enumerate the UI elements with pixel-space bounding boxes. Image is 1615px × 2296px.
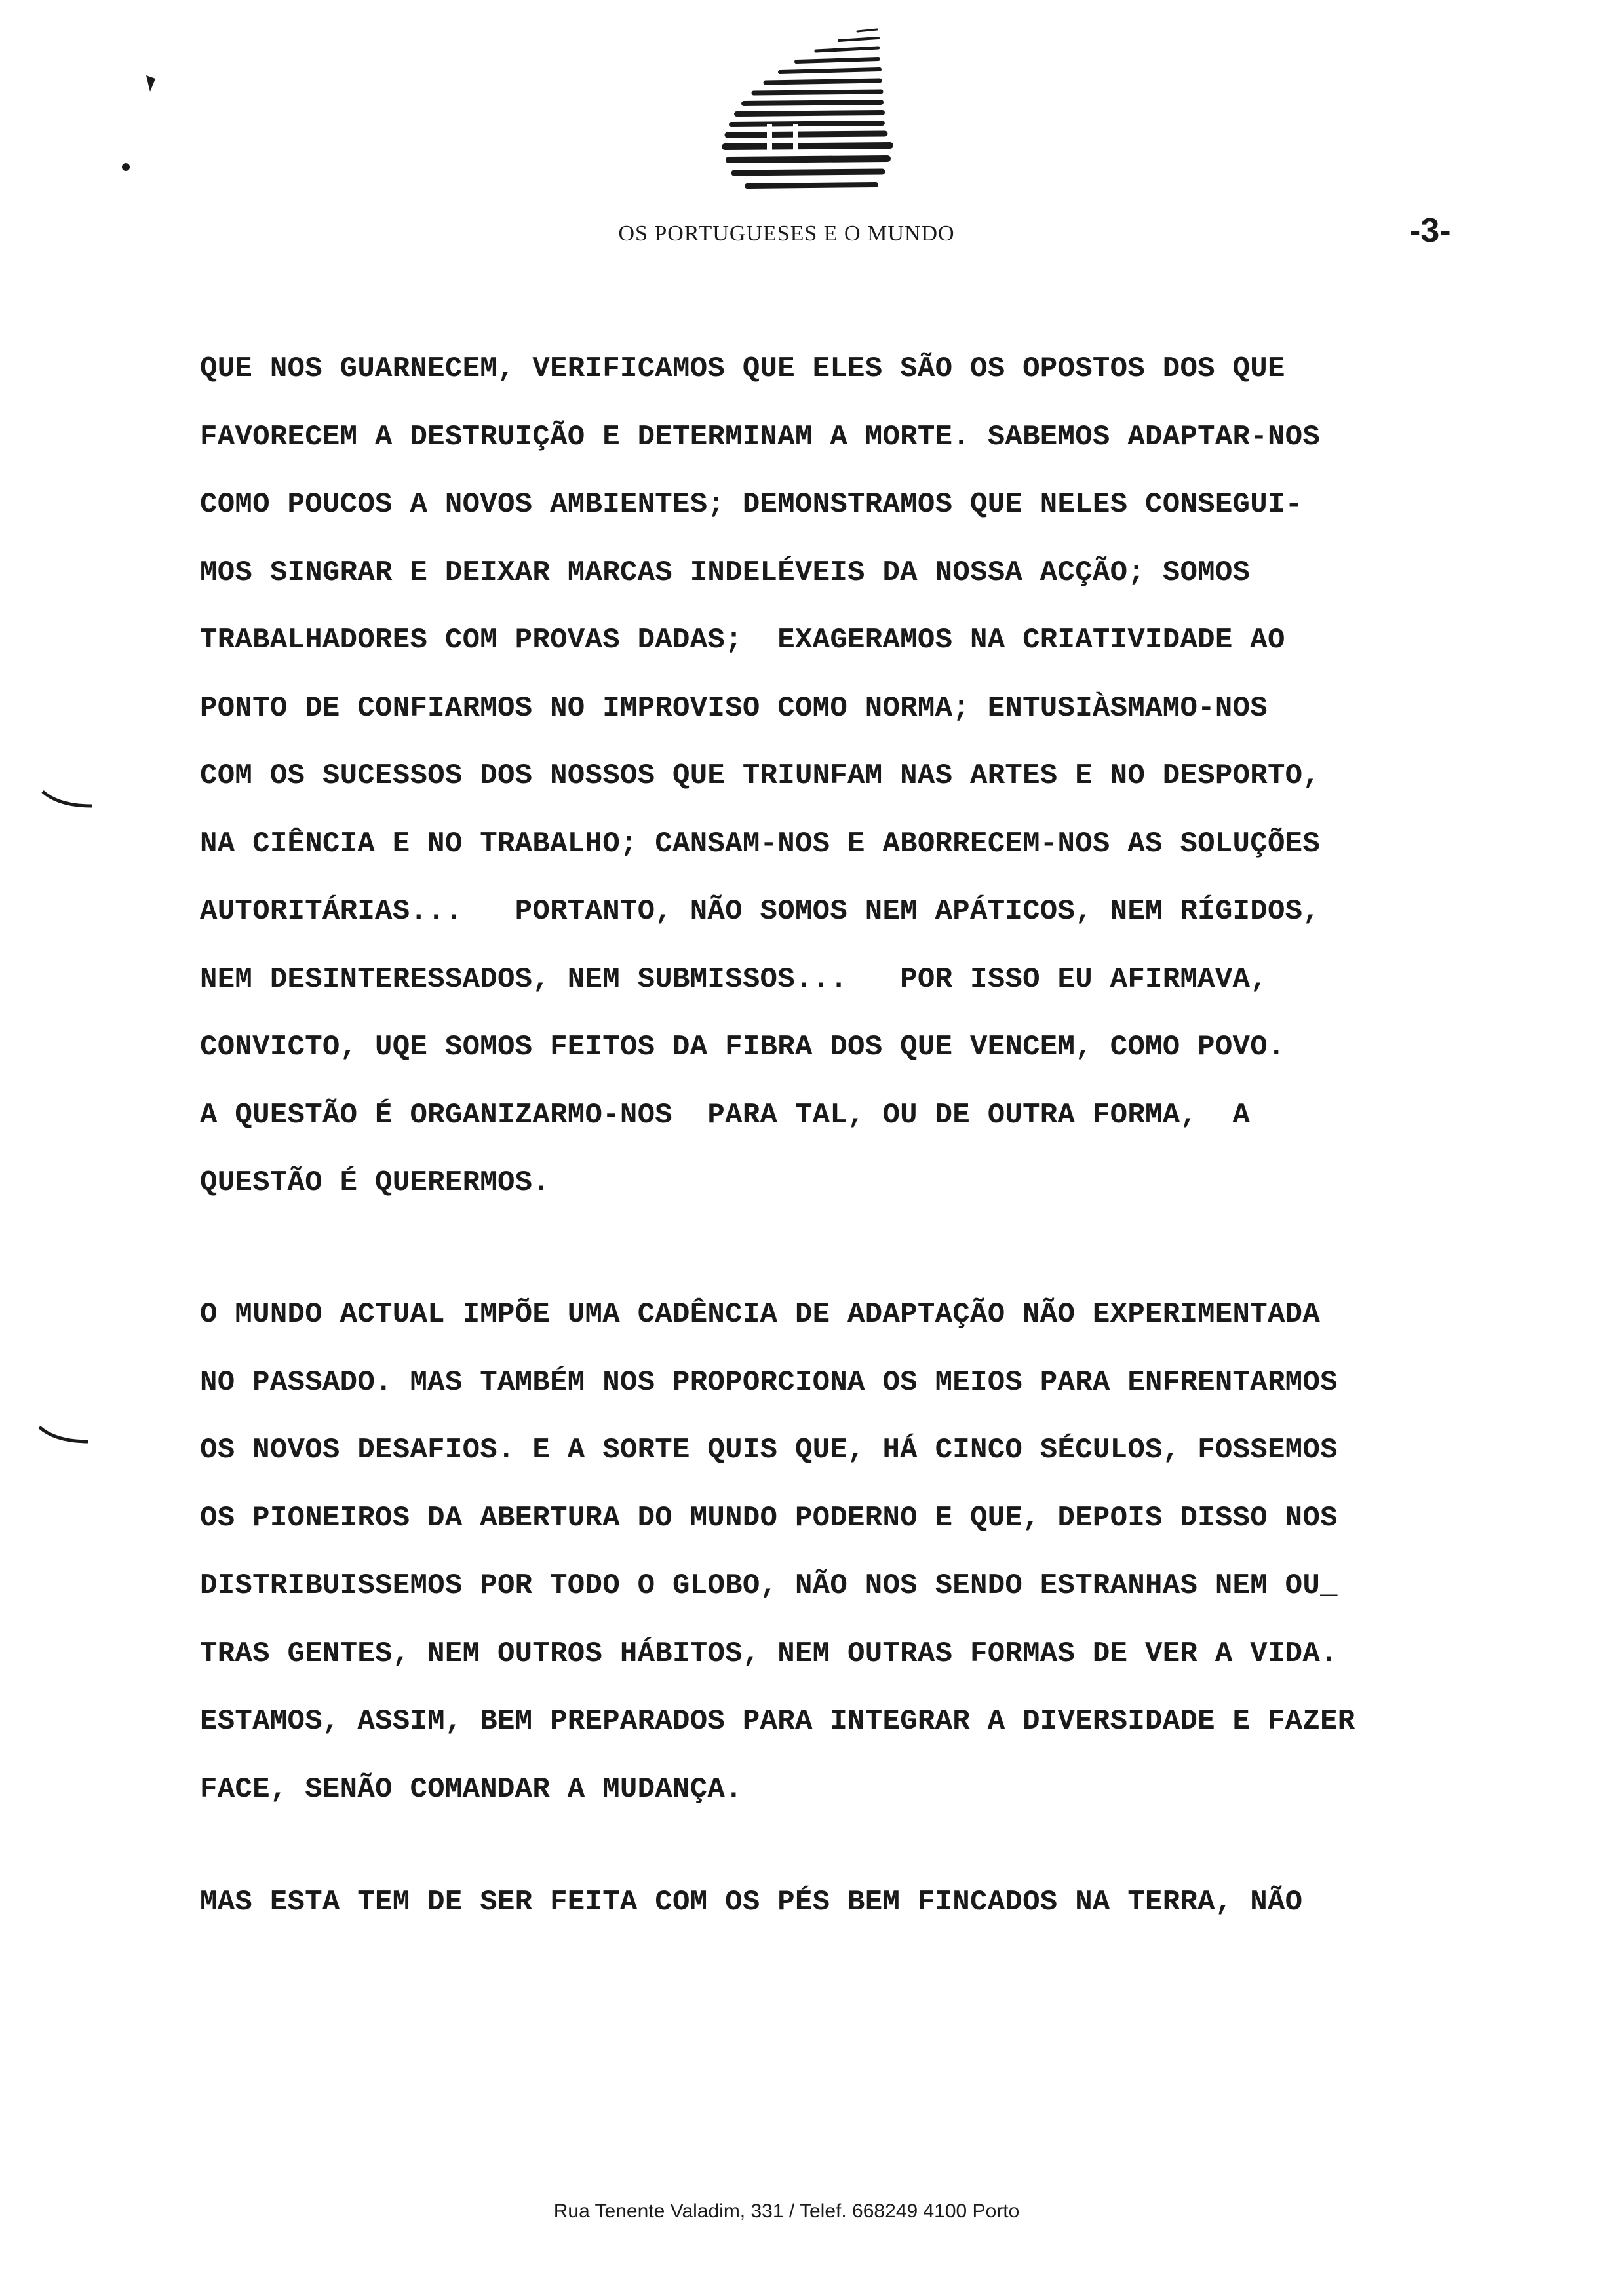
page-number: -3- bbox=[1409, 212, 1451, 250]
text-line: NO PASSADO. MAS TAMBÉM NOS PROPORCIONA OS MEIOS PARA ENFRENTARMOS bbox=[200, 1366, 1338, 1399]
text-line: MAS ESTA TEM DE SER FEITA COM OS PÉS BEM FINCADOS NA TERRA, NÃO bbox=[200, 1886, 1303, 1919]
text-line: AUTORITÁRIAS... PORTANTO, NÃO SOMOS NEM APÁTICOS, NEM RÍGIDOS, bbox=[200, 895, 1321, 928]
scan-mark-icon bbox=[119, 161, 132, 174]
text-line: OS PIONEIROS DA ABERTURA DO MUNDO PODERNO E QUE, DEPOIS DISSO NOS bbox=[200, 1501, 1338, 1535]
text-line: NEM DESINTERESSADOS, NEM SUBMISSOS... POR ISSO EU AFIRMAVA, bbox=[200, 963, 1268, 996]
text-line: TRABALHADORES COM PROVAS DADAS; EXAGERAMOS NA CRIATIVIDADE AO bbox=[200, 624, 1285, 657]
text-line: PONTO DE CONFIARMOS NO IMPROVISO COMO NORMA; ENTUSIÀSMAMO-NOS bbox=[200, 691, 1268, 725]
text-line: DISTRIBUISSEMOS POR TODO O GLOBO, NÃO NOS SENDO ESTRANHAS NEM OU_ bbox=[200, 1569, 1338, 1602]
text-line: FAVORECEM A DESTRUIÇÃO E DETERMINAM A MORTE. SABEMOS ADAPTAR-NOS bbox=[200, 420, 1321, 453]
organization-name: OS PORTUGUESES E O MUNDO bbox=[618, 221, 955, 246]
text-line: COM OS SUCESSOS DOS NOSSOS QUE TRIUNFAM NAS ARTES E NO DESPORTO, bbox=[200, 759, 1321, 792]
paragraph-3 bbox=[200, 1869, 1302, 1937]
text-line: QUESTÃO É QUERERMOS. bbox=[200, 1166, 551, 1199]
text-line: ESTAMOS, ASSIM, BEM PREPARADOS PARA INTEGRAR A DIVERSIDADE E FAZER bbox=[200, 1705, 1355, 1738]
text-line: O MUNDO ACTUAL IMPÕE UMA CADÊNCIA DE ADAPTAÇÃO NÃO EXPERIMENTADA bbox=[200, 1298, 1321, 1331]
paragraph-1 bbox=[200, 335, 1320, 1217]
text-line: MOS SINGRAR E DEIXAR MARCAS INDELÉVEIS DA NOSSA ACÇÃO; SOMOS bbox=[200, 556, 1251, 589]
text-line: CONVICTO, UQE SOMOS FEITOS DA FIBRA DOS QUE VENCEM, COMO POVO. bbox=[200, 1031, 1285, 1063]
text-line: FACE, SENÃO COMANDAR A MUDANÇA. bbox=[200, 1772, 743, 1806]
ship-logo-icon bbox=[682, 26, 924, 203]
footer-address: Rua Tenente Valadim, 331 / Telef. 668249 4100 Porto bbox=[553, 2200, 1020, 2222]
text-line: A QUESTÃO É ORGANIZARMO-NOS PARA TAL, OU DE OUTRA FORMA, A bbox=[200, 1098, 1251, 1132]
scan-mark-icon bbox=[36, 1422, 95, 1448]
scan-mark-icon bbox=[39, 786, 98, 813]
paragraph-2 bbox=[200, 1281, 1355, 1824]
text-line: QUE NOS GUARNECEM, VERIFICAMOS QUE ELES SÃO OS OPOSTOS DOS QUE bbox=[200, 353, 1285, 385]
scan-mark-icon bbox=[141, 72, 161, 98]
text-line: TRAS GENTES, NEM OUTROS HÁBITOS, NEM OUTRAS FORMAS DE VER A VIDA. bbox=[200, 1637, 1338, 1670]
text-line: OS NOVOS DESAFIOS. E A SORTE QUIS QUE, HÁ CINCO SÉCULOS, FOSSEMOS bbox=[200, 1434, 1338, 1466]
text-line: NA CIÊNCIA E NO TRABALHO; CANSAM-NOS E ABORRECEM-NOS AS SOLUÇÕES bbox=[200, 827, 1321, 860]
text-line: COMO POUCOS A NOVOS AMBIENTES; DEMONSTRAMOS QUE NELES CONSEGUI- bbox=[200, 488, 1303, 521]
